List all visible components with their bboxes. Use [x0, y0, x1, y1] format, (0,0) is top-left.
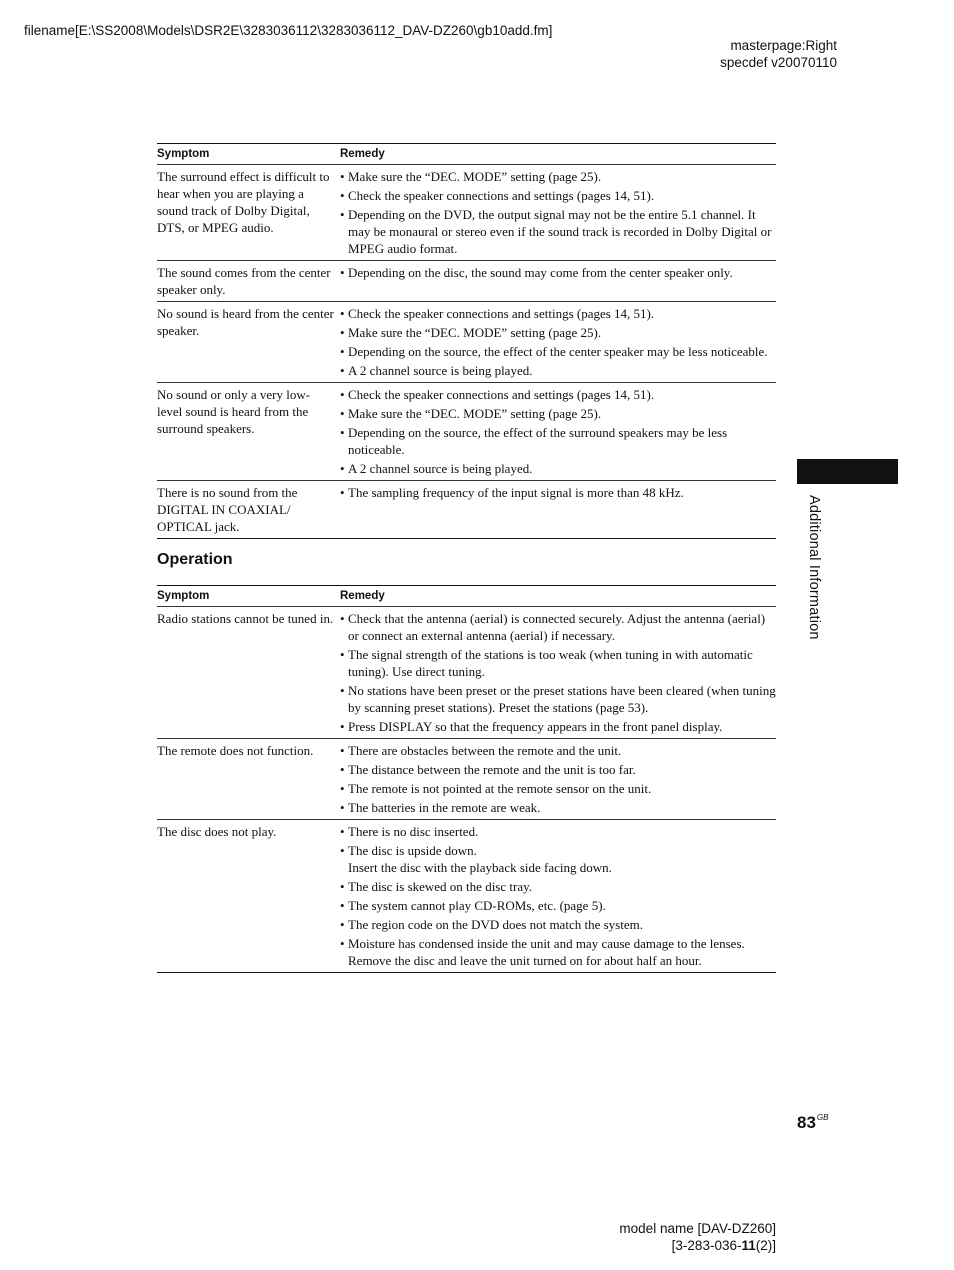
remedy-list: [340, 610, 776, 735]
symptom-cell: Radio stations cannot be tuned in.: [157, 611, 334, 626]
remedy-cell: [340, 610, 776, 735]
table-row: [157, 165, 776, 261]
remedy-item: • Depending on the source, the effect of the surround speakers may be less noticeable.: [340, 424, 776, 458]
remedy-cell: [340, 484, 776, 535]
footer-code-suffix: (2)]: [755, 1238, 776, 1253]
column-header-remedy: Remedy: [340, 590, 385, 602]
page-number: [797, 1113, 828, 1133]
table-body: [157, 607, 776, 973]
remedy-item: • Check that the antenna (aerial) is connected securely. Adjust the antenna (aerial) or connect an external antenna (aerial) if necessary.: [340, 610, 776, 644]
remedy-item: • Depending on the source, the effect of the center speaker may be less noticeable.: [340, 343, 776, 360]
remedy-list: [340, 386, 776, 477]
page-number-value: 83: [797, 1113, 816, 1132]
remedy-item: • The sampling frequency of the input signal is more than 48 kHz.: [340, 484, 776, 501]
header-filename: filename[E:\SS2008\Models\DSR2E\3283036112\3283036112_DAV-DZ260\gb10add.fm]: [24, 23, 553, 38]
remedy-cell: [340, 305, 776, 379]
side-tab-label: Additional Information: [806, 495, 822, 640]
footer-code: [619, 1237, 776, 1254]
remedy-item: • Make sure the “DEC. MODE” setting (page 25).: [340, 168, 776, 185]
section-title-operation: Operation: [157, 551, 233, 568]
remedy-item: • The disc is skewed on the disc tray.: [340, 878, 776, 895]
remedy-item: • Depending on the DVD, the output signal may not be the entire 5.1 channel. It may be monaural or stereo even if the sound track is recorded in Dolby Digital or MPEG audio format.: [340, 206, 776, 257]
symptom-cell: The surround effect is difficult to hear when you are playing a sound track of Dolby Digital, DTS, or MPEG audio.: [157, 169, 330, 235]
footer-model-name: model name [DAV-DZ260]: [619, 1221, 776, 1236]
table-row: [157, 261, 776, 302]
remedy-cell: [340, 386, 776, 477]
remedy-item: • The disc is upside down. Insert the disc with the playback side facing down.: [340, 842, 776, 876]
remedy-item: • The system cannot play CD-ROMs, etc. (page 5).: [340, 897, 776, 914]
remedy-list: [340, 168, 776, 257]
remedy-list: [340, 264, 776, 281]
table-row: [157, 383, 776, 481]
remedy-list: [340, 742, 776, 816]
remedy-cell: [340, 168, 776, 257]
remedy-cell: [340, 823, 776, 969]
symptom-cell: The disc does not play.: [157, 824, 277, 839]
remedy-item: • Check the speaker connections and settings (pages 14, 51).: [340, 305, 776, 322]
remedy-cell: [340, 264, 776, 298]
remedy-item: • Depending on the disc, the sound may come from the center speaker only.: [340, 264, 776, 281]
column-header-symptom: Symptom: [157, 148, 210, 160]
remedy-item: • A 2 channel source is being played.: [340, 460, 776, 477]
footer: [619, 1220, 776, 1254]
remedy-item: • Press DISPLAY so that the frequency appears in the front panel display.: [340, 718, 776, 735]
table-row: [157, 481, 776, 539]
header-masterpage: masterpage:Right: [730, 38, 837, 53]
table-header: [157, 585, 776, 607]
remedy-item: • A 2 channel source is being played.: [340, 362, 776, 379]
troubleshooting-table-operation: [157, 585, 776, 973]
symptom-cell: No sound is heard from the center speaker.: [157, 306, 334, 338]
remedy-item: • Moisture has condensed inside the unit and may cause damage to the lenses. Remove the disc and leave the unit turned on for about half an hour.: [340, 935, 776, 969]
remedy-item: • No stations have been preset or the preset stations have been cleared (when tuning by scanning preset stations). Preset the stations (page 53).: [340, 682, 776, 716]
table-row: [157, 820, 776, 973]
remedy-item: • Check the speaker connections and settings (pages 14, 51).: [340, 187, 776, 204]
header-specdef: specdef v20070110: [720, 55, 837, 70]
footer-code-bold: 11: [741, 1238, 756, 1253]
remedy-list: [340, 484, 776, 501]
table-header: [157, 143, 776, 165]
remedy-item: • Check the speaker connections and settings (pages 14, 51).: [340, 386, 776, 403]
symptom-cell: The remote does not function.: [157, 743, 314, 758]
symptom-cell: There is no sound from the DIGITAL IN COAXIAL/ OPTICAL jack.: [157, 485, 298, 534]
remedy-item: • There are obstacles between the remote and the unit.: [340, 742, 776, 759]
footer-code-prefix: [3-283-036-: [671, 1238, 742, 1253]
troubleshooting-table-sound: [157, 143, 776, 539]
remedy-item: • Make sure the “DEC. MODE” setting (page 25).: [340, 405, 776, 422]
remedy-item: • The batteries in the remote are weak.: [340, 799, 776, 816]
symptom-cell: No sound or only a very low-level sound is heard from the surround speakers.: [157, 387, 311, 436]
remedy-list: [340, 823, 776, 969]
remedy-item: • The signal strength of the stations is too weak (when tuning in with automatic tuning). Use direct tuning.: [340, 646, 776, 680]
column-header-symptom: Symptom: [157, 590, 210, 602]
header-meta: [720, 37, 837, 71]
remedy-list: [340, 305, 776, 379]
table-row: [157, 607, 776, 739]
table-row: [157, 302, 776, 383]
table-row: [157, 739, 776, 820]
section-tab-marker: [797, 459, 898, 484]
symptom-cell: The sound comes from the center speaker only.: [157, 265, 331, 297]
remedy-item: • There is no disc inserted.: [340, 823, 776, 840]
remedy-item: • The remote is not pointed at the remote sensor on the unit.: [340, 780, 776, 797]
remedy-cell: [340, 742, 776, 816]
remedy-item: • The distance between the remote and the unit is too far.: [340, 761, 776, 778]
column-header-remedy: Remedy: [340, 148, 385, 160]
remedy-item: • The region code on the DVD does not match the system.: [340, 916, 776, 933]
table-body: [157, 165, 776, 539]
page-number-suffix: GB: [816, 1113, 829, 1122]
remedy-item: • Make sure the “DEC. MODE” setting (page 25).: [340, 324, 776, 341]
